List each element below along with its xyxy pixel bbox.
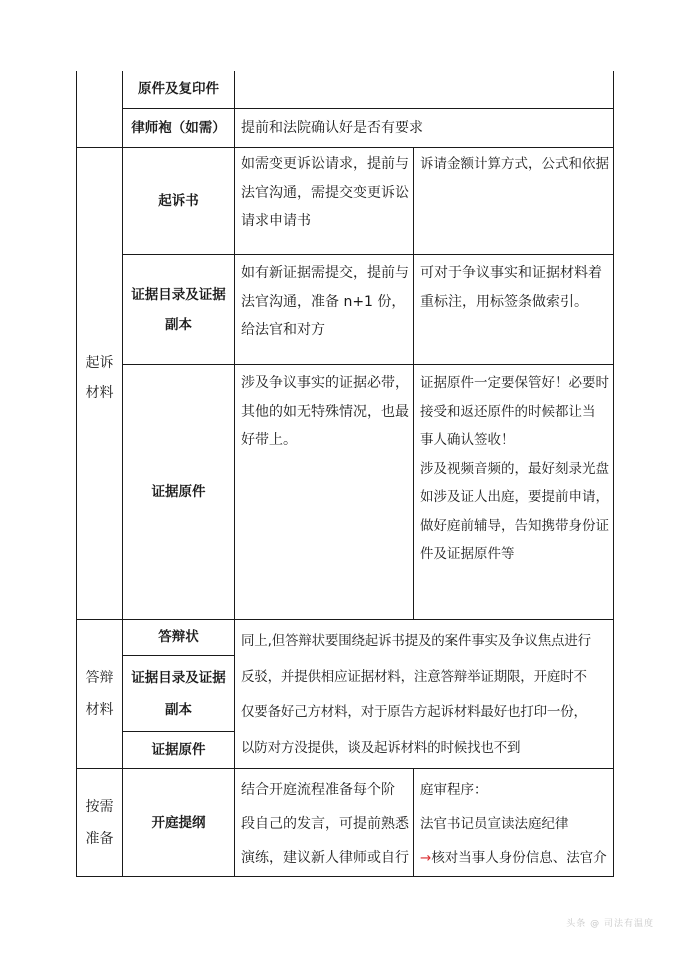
group-defense-materials (77, 620, 122, 768)
lawyer-robe-content: 提前和法院确认好是否有要求 (241, 120, 423, 136)
evidence-original-col3 (235, 369, 413, 455)
row-divider (77, 768, 613, 769)
defense-content-line: 以防对方没提供，谈及起诉材料的时候找也不到 (241, 739, 521, 756)
label-defense-original: 证据原件 (151, 741, 206, 758)
evidence-original-col4-line: 做好庭前辅导，告知携带身份证 (420, 517, 609, 534)
evidence-list-line: 证据目录及证据 (131, 286, 226, 303)
defense-content (235, 624, 613, 766)
evidence-original-col4-line: 接受和返还原件的时候都让当 (420, 403, 596, 420)
label-defense-evidence-list (123, 656, 234, 731)
evidence-original-col4-line: 件及证据原件等 (420, 546, 515, 562)
outline-col4 (414, 773, 613, 875)
group-complaint-materials (77, 148, 122, 619)
evidence-original-col3-line: 好带上。 (241, 432, 297, 448)
label-evidence-list (123, 255, 234, 364)
group-as-needed-line2: 准备 (85, 830, 114, 847)
evidence-original-col4-line: 如涉及证人出庭，要提前申请， (420, 489, 609, 505)
group-complaint-line2: 材料 (85, 384, 114, 401)
outline-col3 (235, 773, 413, 875)
evidence-list-col3-line: 法官沟通，准备 n+1 份， (241, 293, 406, 310)
defense-content-line: 仅要备好己方材料，对于原告方起诉材料最好也打印一份， (241, 704, 587, 720)
group-as-needed-line1: 按需 (85, 798, 114, 815)
defense-evidence-line: 副本 (165, 701, 192, 718)
complaint-col4-line: 诉请金额计算方式，公式和依据 (420, 156, 609, 172)
group-as-needed (77, 769, 122, 876)
watermark: 头条 @ 司法有温度 (566, 919, 654, 929)
complaint-col4 (414, 150, 613, 179)
complaint-col3-line: 法官沟通，需提交变更诉讼 (241, 184, 409, 201)
label-complaint: 起诉书 (158, 192, 199, 209)
label-lawyer-robe: 律师袍（如需） (131, 119, 226, 136)
evidence-original-col4 (414, 369, 613, 569)
outline-col4-line3 (420, 841, 607, 875)
evidence-list-line: 副本 (165, 316, 192, 333)
evidence-list-col3 (235, 259, 413, 345)
complaint-col3 (235, 150, 413, 236)
group-defense-line1: 答辩 (85, 670, 114, 686)
defense-content-line: 同上,但答辩状要围绕起诉书提及的案件事实及争议焦点进行 (241, 633, 591, 649)
evidence-original-col4-line: 涉及视频音频的，最好刻录光盘 (420, 460, 609, 477)
evidence-original-col3-line: 其他的如无特殊情况，也最 (241, 403, 409, 420)
outline-col3-line: 结合开庭流程准备每个阶 (241, 782, 395, 798)
outline-col4-line: 法官书记员宣读法庭纪律 (420, 816, 569, 832)
materials-table (76, 71, 614, 877)
label-original-copy: 原件及复印件 (138, 81, 219, 97)
evidence-original-col4-line: 证据原件一定要保管好！必要时 (420, 375, 609, 391)
group-complaint-line1: 起诉 (85, 354, 114, 371)
evidence-list-col4 (414, 259, 613, 316)
evidence-list-col3-line: 如有新证据需提交，提前与 (241, 265, 409, 281)
evidence-original-col3-line: 涉及争议事实的证据必带， (241, 375, 409, 391)
evidence-list-col4-line: 可对于争议事实和证据材料着 (420, 265, 602, 281)
complaint-col3-line: 请求申请书 (241, 213, 311, 229)
complaint-col3-line: 如需变更诉讼请求，提前与 (241, 156, 409, 172)
group-defense-line2: 材料 (85, 702, 114, 718)
evidence-list-col3-line: 给法官和对方 (241, 322, 325, 338)
label-evidence-original: 证据原件 (151, 483, 206, 500)
label-defense: 答辩状 (158, 629, 199, 645)
evidence-list-col4-line: 重标注，用标签条做索引。 (420, 293, 588, 310)
label-outline: 开庭提纲 (151, 814, 206, 831)
red-arrow-icon: → (420, 850, 432, 866)
outline-col3-line: 演练，建议新人律师或自行 (241, 850, 409, 866)
outline-col3-line: 段自己的发言，可提前熟悉 (241, 816, 409, 832)
evidence-original-col4-line: 事人确认签收！ (420, 432, 515, 448)
outline-col4-line: 庭审程序： (420, 782, 488, 798)
defense-content-line: 反驳，并提供相应证据材料，注意答辩举证期限，开庭时不 (241, 668, 587, 685)
defense-evidence-line: 证据目录及证据 (131, 669, 226, 686)
outline-col4-line-text: 核对当事人身份信息、法官介 (431, 850, 607, 866)
